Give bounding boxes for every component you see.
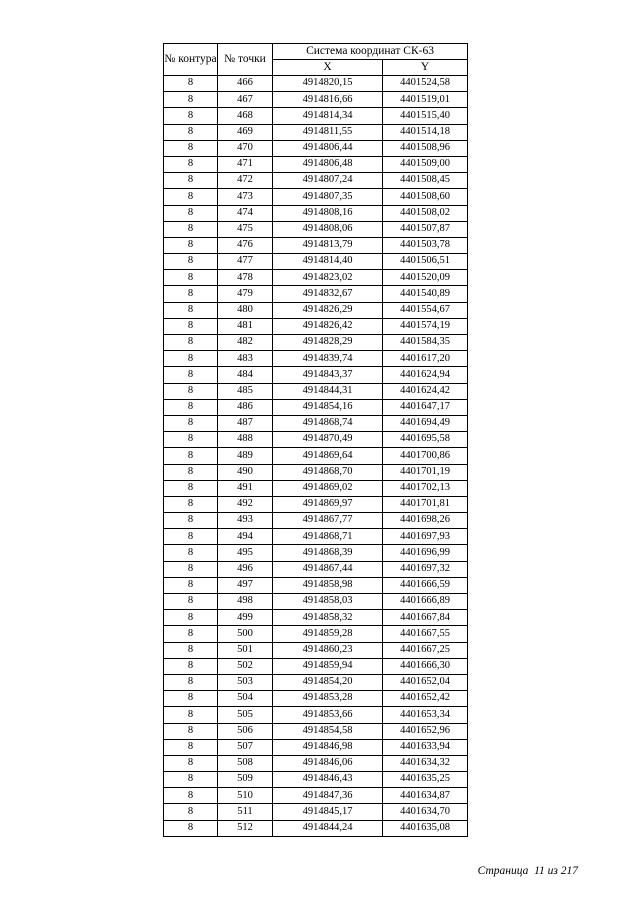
cell-x: 4914826,29 (273, 302, 383, 318)
table-row (164, 788, 468, 804)
table-row (164, 156, 468, 172)
header-coordinate-system: Система координат СК-63 (273, 44, 468, 60)
cell-x: 4914846,06 (273, 755, 383, 771)
cell-x: 4914860,23 (273, 642, 383, 658)
table-row (164, 626, 468, 642)
page-footer (478, 865, 578, 877)
cell-x: 4914832,67 (273, 286, 383, 302)
cell-point-number: 490 (218, 464, 273, 480)
cell-contour-number: 8 (164, 674, 218, 690)
cell-x: 4914846,43 (273, 772, 383, 788)
cell-y: 4401666,89 (383, 594, 468, 610)
cell-y: 4401508,02 (383, 205, 468, 221)
cell-contour-number: 8 (164, 739, 218, 755)
cell-x: 4914844,24 (273, 820, 383, 836)
cell-contour-number: 8 (164, 626, 218, 642)
cell-point-number: 473 (218, 189, 273, 205)
cell-contour-number: 8 (164, 772, 218, 788)
cell-contour-number: 8 (164, 254, 218, 270)
cell-point-number: 508 (218, 755, 273, 771)
cell-y: 4401520,09 (383, 270, 468, 286)
cell-x: 4914858,98 (273, 577, 383, 593)
cell-point-number: 486 (218, 399, 273, 415)
cell-x: 4914808,06 (273, 221, 383, 237)
cell-y: 4401633,94 (383, 739, 468, 755)
cell-x: 4914823,02 (273, 270, 383, 286)
table-row (164, 318, 468, 334)
cell-x: 4914846,98 (273, 739, 383, 755)
cell-y: 4401509,00 (383, 156, 468, 172)
cell-y: 4401514,18 (383, 124, 468, 140)
cell-contour-number: 8 (164, 577, 218, 593)
cell-x: 4914869,97 (273, 496, 383, 512)
cell-x: 4914869,02 (273, 480, 383, 496)
cell-y: 4401652,42 (383, 691, 468, 707)
cell-y: 4401508,60 (383, 189, 468, 205)
cell-contour-number: 8 (164, 383, 218, 399)
cell-point-number: 477 (218, 254, 273, 270)
cell-contour-number: 8 (164, 448, 218, 464)
cell-point-number: 476 (218, 237, 273, 253)
table-row (164, 464, 468, 480)
table-row (164, 92, 468, 108)
table-row (164, 755, 468, 771)
cell-contour-number: 8 (164, 642, 218, 658)
cell-y: 4401503,78 (383, 237, 468, 253)
cell-y: 4401507,87 (383, 221, 468, 237)
cell-x: 4914806,44 (273, 140, 383, 156)
cell-y: 4401524,58 (383, 76, 468, 92)
cell-x: 4914870,49 (273, 432, 383, 448)
cell-point-number: 503 (218, 674, 273, 690)
cell-contour-number: 8 (164, 804, 218, 820)
cell-y: 4401506,51 (383, 254, 468, 270)
cell-point-number: 510 (218, 788, 273, 804)
cell-contour-number: 8 (164, 723, 218, 739)
cell-point-number: 496 (218, 561, 273, 577)
cell-contour-number: 8 (164, 205, 218, 221)
cell-y: 4401694,49 (383, 415, 468, 431)
cell-contour-number: 8 (164, 92, 218, 108)
cell-y: 4401584,35 (383, 335, 468, 351)
cell-y: 4401702,13 (383, 480, 468, 496)
cell-point-number: 500 (218, 626, 273, 642)
cell-point-number: 489 (218, 448, 273, 464)
cell-contour-number: 8 (164, 335, 218, 351)
cell-contour-number: 8 (164, 610, 218, 626)
cell-contour-number: 8 (164, 691, 218, 707)
cell-y: 4401666,59 (383, 577, 468, 593)
cell-point-number: 491 (218, 480, 273, 496)
cell-contour-number: 8 (164, 399, 218, 415)
table-row (164, 513, 468, 529)
cell-y: 4401700,86 (383, 448, 468, 464)
cell-x: 4914853,28 (273, 691, 383, 707)
cell-y: 4401667,55 (383, 626, 468, 642)
cell-contour-number: 8 (164, 318, 218, 334)
table-row (164, 335, 468, 351)
cell-point-number: 479 (218, 286, 273, 302)
table-row (164, 594, 468, 610)
cell-contour-number: 8 (164, 270, 218, 286)
cell-y: 4401652,96 (383, 723, 468, 739)
cell-y: 4401695,58 (383, 432, 468, 448)
table-row (164, 577, 468, 593)
cell-point-number: 466 (218, 76, 273, 92)
cell-contour-number: 8 (164, 221, 218, 237)
cell-y: 4401508,96 (383, 140, 468, 156)
table-row (164, 254, 468, 270)
cell-y: 4401540,89 (383, 286, 468, 302)
table-row (164, 140, 468, 156)
cell-y: 4401617,20 (383, 351, 468, 367)
cell-y: 4401634,70 (383, 804, 468, 820)
cell-x: 4914816,66 (273, 92, 383, 108)
cell-contour-number: 8 (164, 173, 218, 189)
table-row (164, 496, 468, 512)
cell-y: 4401653,34 (383, 707, 468, 723)
cell-contour-number: 8 (164, 108, 218, 124)
cell-x: 4914868,74 (273, 415, 383, 431)
cell-y: 4401701,19 (383, 464, 468, 480)
table-row (164, 108, 468, 124)
cell-point-number: 469 (218, 124, 273, 140)
table-row (164, 820, 468, 836)
cell-point-number: 474 (218, 205, 273, 221)
cell-x: 4914806,48 (273, 156, 383, 172)
cell-point-number: 504 (218, 691, 273, 707)
cell-y: 4401697,93 (383, 529, 468, 545)
table-row (164, 270, 468, 286)
table-row (164, 529, 468, 545)
cell-point-number: 470 (218, 140, 273, 156)
cell-point-number: 512 (218, 820, 273, 836)
cell-contour-number: 8 (164, 237, 218, 253)
table-row (164, 367, 468, 383)
table-row (164, 415, 468, 431)
cell-contour-number: 8 (164, 464, 218, 480)
cell-contour-number: 8 (164, 432, 218, 448)
header-point-number: № точки (218, 44, 273, 76)
cell-contour-number: 8 (164, 820, 218, 836)
cell-y: 4401634,87 (383, 788, 468, 804)
cell-x: 4914808,16 (273, 205, 383, 221)
cell-contour-number: 8 (164, 415, 218, 431)
table-row (164, 772, 468, 788)
cell-x: 4914828,29 (273, 335, 383, 351)
cell-contour-number: 8 (164, 76, 218, 92)
cell-y: 4401515,40 (383, 108, 468, 124)
cell-contour-number: 8 (164, 140, 218, 156)
cell-point-number: 472 (218, 173, 273, 189)
cell-x: 4914859,28 (273, 626, 383, 642)
cell-contour-number: 8 (164, 367, 218, 383)
table-row (164, 399, 468, 415)
cell-point-number: 498 (218, 594, 273, 610)
table-row (164, 221, 468, 237)
cell-point-number: 475 (218, 221, 273, 237)
cell-y: 4401574,19 (383, 318, 468, 334)
page-number: 11 (534, 865, 545, 877)
cell-contour-number: 8 (164, 286, 218, 302)
cell-y: 4401624,42 (383, 383, 468, 399)
table-row (164, 707, 468, 723)
cell-x: 4914843,37 (273, 367, 383, 383)
cell-x: 4914858,32 (273, 610, 383, 626)
cell-point-number: 505 (218, 707, 273, 723)
cell-x: 4914868,39 (273, 545, 383, 561)
table-row (164, 610, 468, 626)
cell-x: 4914826,42 (273, 318, 383, 334)
table-row (164, 739, 468, 755)
cell-point-number: 485 (218, 383, 273, 399)
cell-x: 4914854,58 (273, 723, 383, 739)
table-row (164, 480, 468, 496)
cell-point-number: 509 (218, 772, 273, 788)
cell-contour-number: 8 (164, 124, 218, 140)
cell-contour-number: 8 (164, 496, 218, 512)
page-label: Страница (477, 865, 529, 877)
cell-contour-number: 8 (164, 788, 218, 804)
cell-point-number: 507 (218, 739, 273, 755)
cell-y: 4401698,26 (383, 513, 468, 529)
cell-x: 4914869,64 (273, 448, 383, 464)
cell-y: 4401508,45 (383, 173, 468, 189)
cell-x: 4914854,20 (273, 674, 383, 690)
cell-x: 4914839,74 (273, 351, 383, 367)
table-body (164, 76, 468, 837)
cell-point-number: 495 (218, 545, 273, 561)
table-row (164, 124, 468, 140)
cell-x: 4914847,36 (273, 788, 383, 804)
header-contour-number: № контура (164, 44, 218, 76)
table-row (164, 237, 468, 253)
table-row (164, 189, 468, 205)
cell-y: 4401647,17 (383, 399, 468, 415)
cell-point-number: 480 (218, 302, 273, 318)
table-row (164, 351, 468, 367)
cell-point-number: 467 (218, 92, 273, 108)
table-row (164, 286, 468, 302)
cell-point-number: 493 (218, 513, 273, 529)
cell-contour-number: 8 (164, 302, 218, 318)
cell-x: 4914867,77 (273, 513, 383, 529)
cell-x: 4914867,44 (273, 561, 383, 577)
cell-x: 4914859,94 (273, 658, 383, 674)
cell-y: 4401554,67 (383, 302, 468, 318)
cell-contour-number: 8 (164, 189, 218, 205)
cell-point-number: 468 (218, 108, 273, 124)
cell-point-number: 471 (218, 156, 273, 172)
cell-y: 4401635,08 (383, 820, 468, 836)
cell-contour-number: 8 (164, 755, 218, 771)
cell-y: 4401697,32 (383, 561, 468, 577)
cell-contour-number: 8 (164, 513, 218, 529)
cell-x: 4914868,70 (273, 464, 383, 480)
cell-y: 4401634,32 (383, 755, 468, 771)
cell-point-number: 494 (218, 529, 273, 545)
table-row (164, 658, 468, 674)
cell-point-number: 478 (218, 270, 273, 286)
cell-x: 4914814,34 (273, 108, 383, 124)
cell-point-number: 482 (218, 335, 273, 351)
header-x: X (273, 60, 383, 76)
cell-x: 4914845,17 (273, 804, 383, 820)
cell-y: 4401701,81 (383, 496, 468, 512)
cell-contour-number: 8 (164, 658, 218, 674)
table-row (164, 674, 468, 690)
table-row (164, 642, 468, 658)
cell-x: 4914854,16 (273, 399, 383, 415)
table-row (164, 173, 468, 189)
table-row (164, 723, 468, 739)
cell-x: 4914853,66 (273, 707, 383, 723)
cell-y: 4401519,01 (383, 92, 468, 108)
of-label: из (547, 865, 558, 877)
table-row (164, 545, 468, 561)
cell-y: 4401696,99 (383, 545, 468, 561)
cell-contour-number: 8 (164, 156, 218, 172)
cell-y: 4401652,04 (383, 674, 468, 690)
cell-x: 4914813,79 (273, 237, 383, 253)
coordinates-table (163, 43, 468, 837)
cell-point-number: 484 (218, 367, 273, 383)
total-pages: 217 (560, 865, 578, 877)
table-row (164, 432, 468, 448)
table-row (164, 691, 468, 707)
cell-x: 4914868,71 (273, 529, 383, 545)
table-row (164, 76, 468, 92)
cell-point-number: 506 (218, 723, 273, 739)
cell-y: 4401635,25 (383, 772, 468, 788)
cell-x: 4914811,55 (273, 124, 383, 140)
cell-x: 4914807,24 (273, 173, 383, 189)
cell-point-number: 502 (218, 658, 273, 674)
cell-point-number: 511 (218, 804, 273, 820)
cell-contour-number: 8 (164, 561, 218, 577)
table-row (164, 383, 468, 399)
table-row (164, 448, 468, 464)
cell-y: 4401666,30 (383, 658, 468, 674)
cell-point-number: 492 (218, 496, 273, 512)
table-row (164, 804, 468, 820)
cell-contour-number: 8 (164, 707, 218, 723)
cell-y: 4401667,84 (383, 610, 468, 626)
cell-contour-number: 8 (164, 351, 218, 367)
cell-contour-number: 8 (164, 545, 218, 561)
cell-x: 4914820,15 (273, 76, 383, 92)
cell-x: 4914858,03 (273, 594, 383, 610)
cell-point-number: 487 (218, 415, 273, 431)
cell-point-number: 481 (218, 318, 273, 334)
header-y: Y (383, 60, 468, 76)
cell-contour-number: 8 (164, 480, 218, 496)
cell-x: 4914844,31 (273, 383, 383, 399)
cell-contour-number: 8 (164, 594, 218, 610)
cell-contour-number: 8 (164, 529, 218, 545)
cell-point-number: 488 (218, 432, 273, 448)
table-row (164, 561, 468, 577)
cell-point-number: 483 (218, 351, 273, 367)
cell-point-number: 501 (218, 642, 273, 658)
cell-x: 4914807,35 (273, 189, 383, 205)
table-row (164, 205, 468, 221)
cell-point-number: 497 (218, 577, 273, 593)
cell-point-number: 499 (218, 610, 273, 626)
cell-y: 4401667,25 (383, 642, 468, 658)
cell-y: 4401624,94 (383, 367, 468, 383)
table-row (164, 302, 468, 318)
table-header (164, 44, 468, 76)
cell-x: 4914814,40 (273, 254, 383, 270)
